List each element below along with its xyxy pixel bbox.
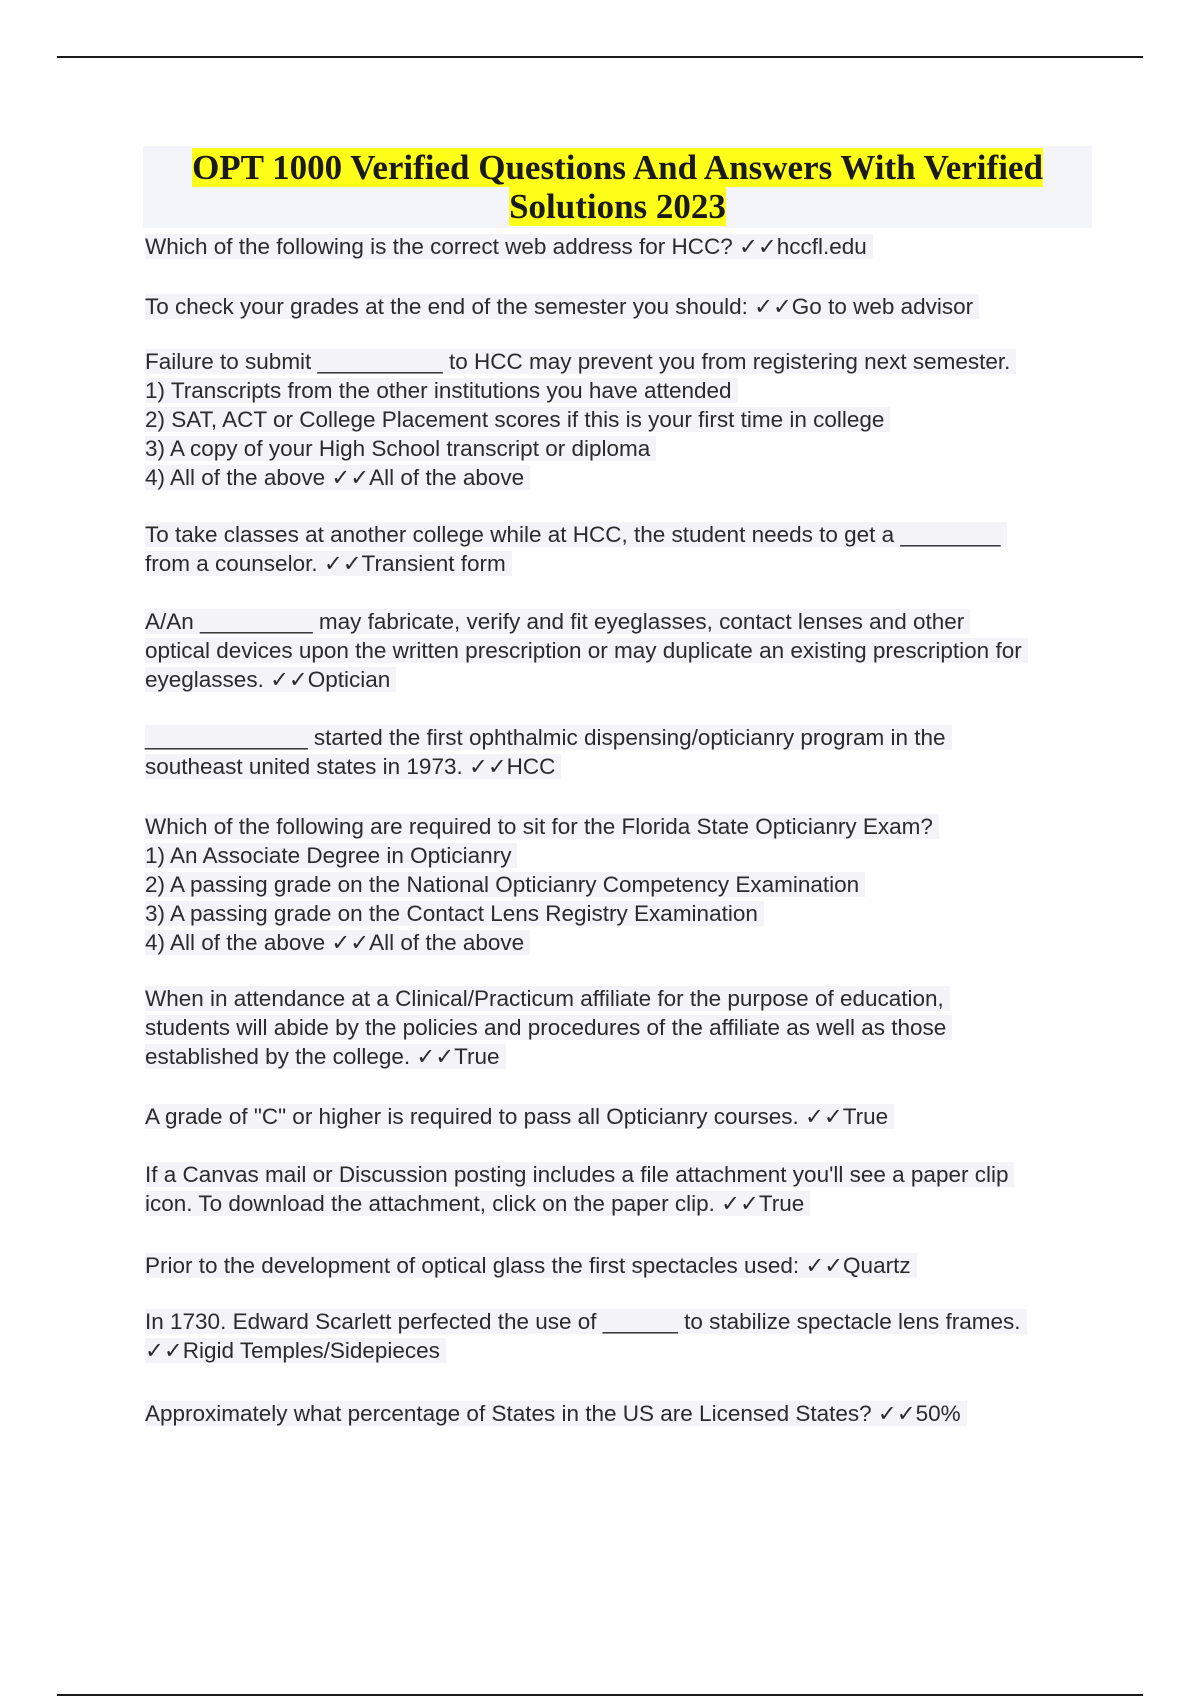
qa-item-4 — [145, 520, 1095, 578]
qa-line: Approximately what percentage of States in the US are Licensed States? ✓✓50% — [145, 1401, 967, 1426]
qa-line: Which of the following is the correct web address for HCC? ✓✓hccfl.edu — [145, 234, 873, 259]
qa-line: When in attendance at a Clinical/Practicum affiliate for the purpose of education, — [145, 986, 950, 1011]
qa-line: If a Canvas mail or Discussion posting includes a file attachment you'll see a paper clip — [145, 1162, 1014, 1187]
qa-line: eyeglasses. ✓✓Optician — [145, 667, 396, 692]
qa-item-2 — [145, 292, 1095, 321]
header-rule — [57, 56, 1143, 58]
qa-line: icon. To download the attachment, click on the paper clip. ✓✓True — [145, 1191, 810, 1216]
qa-line: To take classes at another college while at HCC, the student needs to get a ________ — [145, 522, 1007, 547]
qa-line: 2) A passing grade on the National Opticianry Competency Examination — [145, 872, 865, 897]
title-line-2: Solutions 2023 — [509, 187, 726, 226]
qa-line: 4) All of the above ✓✓All of the above — [145, 465, 530, 490]
document-title — [143, 146, 1092, 226]
qa-line: A grade of "C" or higher is required to pass all Opticianry courses. ✓✓True — [145, 1104, 894, 1129]
qa-line: A/An _________ may fabricate, verify and fit eyeglasses, contact lenses and other — [145, 609, 970, 634]
qa-line: ✓✓Rigid Temples/Sidepieces — [145, 1338, 446, 1363]
qa-line: 3) A copy of your High School transcript or diploma — [145, 436, 656, 461]
qa-line: _____________ started the first ophthalmic dispensing/opticianry program in the — [145, 725, 952, 750]
qa-item-11 — [145, 1251, 1095, 1280]
qa-item-3 — [145, 347, 1095, 492]
qa-line: In 1730. Edward Scarlett perfected the use of ______ to stabilize spectacle lens frames. — [145, 1309, 1027, 1334]
qa-item-5 — [145, 607, 1095, 694]
qa-line: southeast united states in 1973. ✓✓HCC — [145, 754, 561, 779]
qa-line: To check your grades at the end of the semester you should: ✓✓Go to web advisor — [145, 294, 979, 319]
qa-line: 4) All of the above ✓✓All of the above — [145, 930, 530, 955]
qa-item-9 — [145, 1102, 1095, 1131]
qa-item-7 — [145, 812, 1095, 957]
qa-item-8 — [145, 984, 1095, 1071]
qa-line: Failure to submit __________ to HCC may prevent you from registering next semester. — [145, 349, 1016, 374]
qa-line: students will abide by the policies and procedures of the affiliate as well as those — [145, 1015, 952, 1040]
qa-line: 2) SAT, ACT or College Placement scores if this is your first time in college — [145, 407, 890, 432]
qa-line: optical devices upon the written prescription or may duplicate an existing prescription for — [145, 638, 1028, 663]
qa-item-1 — [145, 232, 1095, 261]
title-band — [143, 146, 1092, 228]
qa-item-6 — [145, 723, 1095, 781]
title-line-1: OPT 1000 Verified Questions And Answers With Verified — [192, 148, 1043, 187]
qa-item-10 — [145, 1160, 1095, 1218]
footer-rule — [57, 1694, 1143, 1696]
qa-item-13 — [145, 1399, 1095, 1428]
qa-line: 1) An Associate Degree in Opticianry — [145, 843, 517, 868]
qa-line: 1) Transcripts from the other institutions you have attended — [145, 378, 738, 403]
qa-line: 3) A passing grade on the Contact Lens Registry Examination — [145, 901, 764, 926]
qa-item-12 — [145, 1307, 1095, 1365]
qa-line: established by the college. ✓✓True — [145, 1044, 506, 1069]
qa-line: from a counselor. ✓✓Transient form — [145, 551, 512, 576]
qa-line: Prior to the development of optical glass the first spectacles used: ✓✓Quartz — [145, 1253, 917, 1278]
qa-line: Which of the following are required to sit for the Florida State Opticianry Exam? — [145, 814, 939, 839]
